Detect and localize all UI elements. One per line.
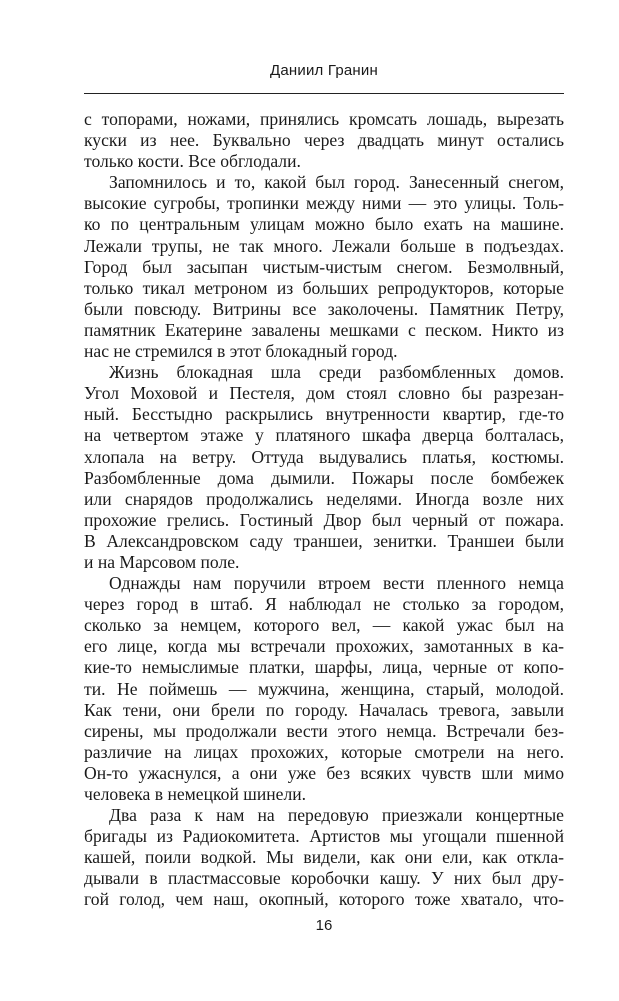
text-line: только тикал метроном из больших репродукторов, которые [84, 277, 564, 298]
text-line: различие на лицах прохожих, которые смотрели на него. [84, 741, 564, 762]
text-line: сколько за немцем, которого вел, — какой ужас был на [84, 615, 564, 636]
text-line: памятник Екатерине завалены мешками с песком. Никто из [84, 319, 564, 340]
text-line: Разбомбленные дома дымили. Пожары после бомбежек [84, 467, 564, 488]
text-line: на четвертом этаже у платяного шкафа дверца болталась, [84, 425, 564, 446]
text-line: нас не стремился в этот блокадный город. [84, 341, 398, 362]
text-line: бригады из Радиокомитета. Артистов мы угощали пшенной [84, 826, 564, 847]
text-line: Лежали трупы, не так много. Лежали больше в подъездах. [84, 235, 564, 256]
text-line: Он-то ужаснулся, а они уже без всяких чувств шли мимо [84, 762, 564, 783]
text-line: человека в немецкой шинели. [84, 784, 307, 804]
text-line: прохожие грелись. Гостиный Двор был черный от пожара. [84, 509, 564, 530]
text-line: Угол Моховой и Пестеля, дом стоял словно бы разрезан- [84, 383, 564, 404]
text-line: его лице, когда мы встречали прохожих, замотанных в ка- [84, 636, 564, 657]
text-line: гой голод, чем наш, окопный, которого тоже хватало, что- [84, 889, 564, 910]
text-line: кие-то немыслимые платки, шарфы, лица, черные от копо- [84, 657, 564, 678]
text-line: или снарядов продолжались неделями. Иногда возле них [84, 488, 564, 509]
text-line: Однажды нам поручили втроем вести пленного немца [109, 573, 564, 594]
text-line: кашей, поили водкой. Мы видели, как они ели, как откла- [84, 847, 564, 868]
text-line: через город в штаб. Я наблюдал не столько за городом, [84, 594, 564, 615]
text-line: Город был засыпан чистым-чистым снегом. Безмолвный, [84, 256, 564, 277]
text-line: Жизнь блокадная шла среди разбомбленных домов. [109, 362, 564, 383]
body-text [84, 109, 564, 911]
text-line: ный. Бесстыдно раскрылись внутренности квартир, где-то [84, 404, 564, 425]
text-line: высокие сугробы, тропинки между ними — это улицы. Толь- [84, 193, 564, 214]
header-rule [84, 93, 564, 94]
text-line: В Александровском саду траншеи, зенитки. Траншеи были [84, 530, 564, 551]
text-line: Запомнилось и то, какой был город. Занесенный снегом, [109, 172, 564, 193]
text-line: с топорами, ножами, принялись кромсать лошадь, вырезать [84, 109, 564, 129]
text-line: Два раза к нам на передовую приезжали концертные [109, 805, 564, 826]
text-line: куски из нее. Буквально через двадцать минут остались [84, 130, 564, 151]
running-head-title: Даниил Гранин [270, 62, 378, 79]
text-line: только кости. Все обглодали. [84, 151, 301, 172]
page-number: 16 [315, 917, 333, 934]
text-line: ти. Не поймешь — мужчина, женщина, старый, молодой. [84, 678, 564, 699]
text-line: были повсюду. Витрины все заколочены. Памятник Петру, [84, 298, 564, 319]
text-line: ко по центральным улицам можно было ехать на машине. [84, 214, 564, 235]
text-line: Как тени, они брели по городу. Началась тревога, завыли [84, 699, 564, 720]
text-line: дывали в пластмассовые коробочки кашу. У них был дру- [84, 868, 564, 889]
text-line: и на Марсовом поле. [84, 551, 240, 572]
text-line: сирены, мы продолжали вести этого немца. Встречали без- [84, 720, 564, 741]
text-line: хлопала на ветру. Оттуда выдувались платья, костюмы. [84, 446, 564, 467]
